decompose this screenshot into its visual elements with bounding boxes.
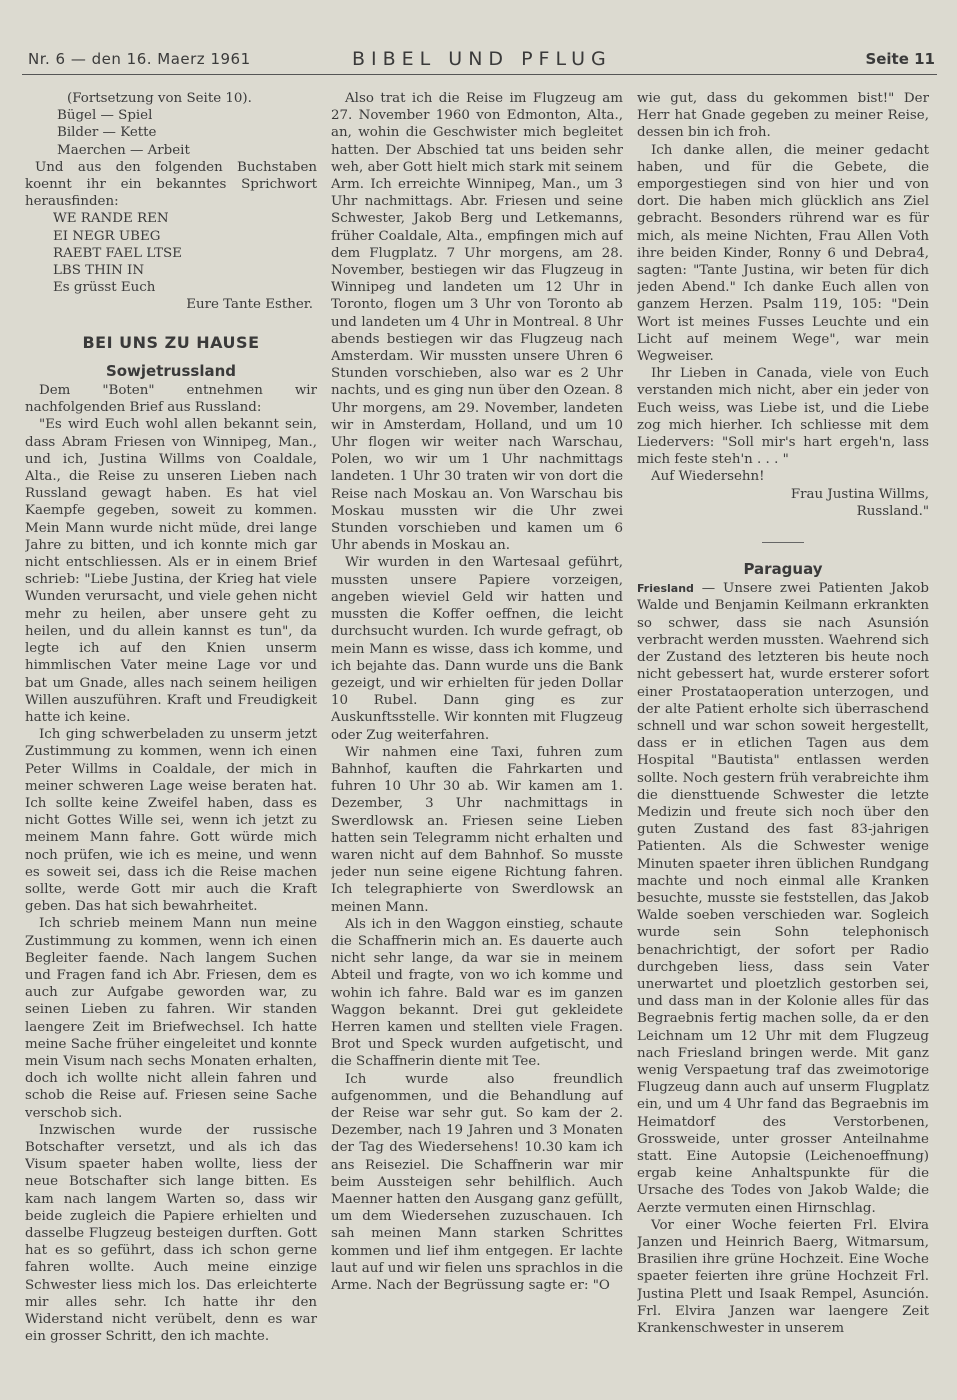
signature-location: Russland." [856, 503, 929, 519]
article-paragraph [637, 580, 929, 1217]
page-number: Seite 11 [865, 50, 935, 68]
continuation-note: (Fortsetzung von Seite 10). [67, 91, 252, 106]
column-2 [331, 90, 623, 1390]
riddle-line: WE RANDE REN [53, 211, 169, 227]
publication-title: BIBEL UND PFLUG [352, 48, 612, 70]
column-1 [25, 90, 317, 1390]
article-paragraph: Ich danke allen, die meiner gedacht haben, und für die Gebete, die emporgestiegen sind von hier und von dort. Die haben mich glücklich ans Ziel gebracht. Besonders rührend war es für mich, als meine Nichten, Frau Allen Voth ihre beiden Kinder, Ronny 6 und Debra4, sagten: "Tante Justina, wir beten für dich jeden Abend." Ich danke Euch allen von ganzem Herzen. Psalm 119, 105: "Dein Wort ist meines Fusses Leuchte und ein Licht auf meinem Wege", war mein Wegweiser. [637, 142, 929, 365]
article-paragraph: Inzwischen wurde der russische Botschafter versetzt, und als ich das Visum spaeter haben wollte, liess der neue Botschafter sich lange bitten. Es kam nach langem Warten so, dass wir beide zugleich die Papiere erhielten und dasselbe Flugzeug besteigen durften. Gott hat es so geführt, dass ich schon gerne fahren wollte. Auch meine einzige Schwester liess mich los. Das erleichterte mir alles sehr. Ich hatte ihr den Widerstand nicht verübelt, denn es war ein grosser Schritt, den ich machte. [25, 1122, 317, 1345]
riddle-pair: Bügel — Spiel [57, 108, 153, 124]
article-paragraph: wie gut, dass du gekommen bist!" Der Herr hat Gnade gegeben zu meiner Reise, dessen bin ich froh. [637, 91, 929, 141]
riddle-line: LBS THIN IN [53, 263, 145, 279]
section-title: BEI UNS ZU HAUSE [82, 332, 260, 352]
divider [762, 542, 804, 543]
signature-willms: Frau Justina Willms, [790, 486, 929, 502]
article-paragraph: Wir wurden in den Wartesaal geführt, mussten unsere Papiere vorzeigen, angeben wieviel Geld wir hatten und mussten die Koffer oeffnen, die leicht durchsucht wurden. Ich wurde gefragt, ob mein Mann es wisse, dass ich komme, und ich bejahte das. Dann wurde uns die Bank gezeigt, und wir erhielten für jeden Dollar 10 Rubel. Dann ging es zur Auskunftsstelle. Wir konnten mit Flugzeug oder Zug weiterfahren. [331, 555, 623, 743]
paragraph-body: — Unsere zwei Patienten Jakob Walde und Benjamin Keilmann erkrankten so schwer, dass sie nach Asunsión verbracht werden mussten. Waehrend sich der Zustand des letzteren bis heute noch nicht gebessert hat, wurde ersterer sofort einer Prostataoperation unterzogen, und der alte Patient erholte sich überraschend schnell und war schon soweit hergestellt, dass er in etlichen Tagen aus dem Hospital "Bautista" entlassen werden sollte. Noch gestern früh verabreichte ihm die diensttuende Schwester die letzte Medizin und freute sich noch über den guten Zustand des fast 83-jahrigen Patienten. Als die Schwester wenige Minuten spaeter ihren üblichen Rundgang machte und noch einmal alle Kranken besuchte, musste sie feststellen, das Jakob Walde soeben verschieden war. Sogleich wurde sein Sohn telephonisch benachrichtigt, der sofort per Radio durchgeben liess, dass sein Vater unerwartet und ploetzlich gestorben sei, und dass man in der Kolonie alles für das Begraebnis fertig machen solle, da er den Leichnam um 12 Uhr mit dem Flugzeug nach Friesland bringen werde. Mit ganz wenig Verspaetung traf das zweimotorige Flugzeug dann auch auf unserm Flugplatz ein, und um 4 Uhr fand das Begraebnis im Heimatdorf des Verstorbenen, Grossweide, unter grosser Anteilnahme statt. Eine Autopsie (Leichenoeffnung) ergab keine Anhaltspunkte für die Ursache des Todes von Jakob Walde; die Aerzte vermuten einen Hirnschlag. [637, 581, 929, 1216]
article-paragraph: Also trat ich die Reise im Flugzeug am 27. November 1960 von Edmonton, Alta., an, wohin die Geschwister mich begleitet hatten. Der Abschied tat uns beiden sehr weh, aber Gott hielt mich stark mit seinem Arm. Ich erreichte Winnipeg, Man., um 3 Uhr nachmittags. Abr. Friesen und seine Schwester, Jakob Berg und Letkemanns, früher Coaldale, Alta., empfingen mich auf dem Flugplatz. 7 Uhr morgens, am 28. November, bestiegen wir das Flugzeug in Winnipeg und landeten um 12 Uhr in Toronto, flogen um 3 Uhr von Toronto ab und landeten um 4 Uhr in Montreal. 8 Uhr abends bestiegen wir das Flugzeug nach Amsterdam. Wir mussten unsere Uhren 6 Stunden vorschieben, also war es 2 Uhr nachts, und es ging nun über den Ozean. 8 Uhr morgens, am 29. November, landeten wir in Amsterdam, Holland, und um 10 Uhr flogen wir weiter nach Warschau, Polen, wo wir um 1 Uhr nachmittags landeten. 1 Uhr 30 traten wir von dort die Reise nach Moskau an. Von Warschau bis Moskau mussten wir die Uhr zwei Stunden vorschieben und kamen um 6 Uhr abends in Moskau an. [331, 91, 623, 554]
masthead [22, 44, 937, 75]
article-paragraph: Wir nahmen eine Taxi, fuhren zum Bahnhof, kauften die Fahrkarten und fuhren 10 Uhr 30 ab. Wir kamen am 1. Dezember, 3 Uhr nachmittags in Swerdlowsk an. Friesen seine Lieben hatten sein Telegramm nicht erhalten und waren nicht auf dem Bahnhof. So musste jeder nun seine eigene Richtung fahren. Ich telegraphierte von Swerdlowsk an meinen Mann. [331, 744, 623, 915]
article-paragraph: Ich schrieb meinem Mann nun meine Zustimmung zu kommen, wenn ich einen Begleiter faende. Nach langem Suchen und Fragen fand ich Abr. Friesen, dem es auch zur Aufgabe geworden war, zu seinen Lieben zu fahren. Wir standen laengere Zeit im Briefwechsel. Ich hatte meine Sache früher eingeleitet und konnte mein Visum nach sechs Monaten erhalten, doch ich wollte nicht allein fahren und schob die Reise auf. Friesen seine Sache verschob sich. [25, 916, 317, 1121]
location-label: Friesland [637, 582, 694, 596]
column-3 [637, 90, 929, 1390]
riddle-line: EI NEGR UBEG [53, 228, 161, 244]
riddle-line: RAEBT FAEL LTSE [53, 245, 182, 261]
article-paragraph: "Es wird Euch wohl allen bekannt sein, dass Abram Friesen von Winnipeg, Man., und ich, Justina Willms von Coaldale, Alta., die Reise zu unseren Lieben nach Russland gewagt haben. Es hat viel Kaempfe gegeben, soweit zu kommen. Mein Mann wurde nicht müde, drei lange Jahre zu bitten, und ich konnte mich gar nicht entschliessen. Als er in einem Brief schrieb: "Liebe Justina, der Krieg hat viele Wunden verursacht, und viele gehen nicht mehr zu heilen, aber unsere geht zu heilen, und du allein kannst es tun", da legte ich auf den Knien unserm himmlischen Vater meine Lage vor und bat um Gnade, alles nach seinem heiligen Willen auszuführen. Kraft und Freudigkeit hatte ich keine. [25, 417, 317, 725]
riddle-intro: Und aus den folgenden Buchstaben koennt ihr ein bekanntes Sprichwort herausfinden: [25, 159, 317, 210]
article-paragraph: Auf Wiedersehn! [651, 469, 765, 485]
riddle-pair: Maerchen — Arbeit [57, 142, 190, 158]
issue-date: Nr. 6 — den 16. Maerz 1961 [28, 50, 251, 68]
subsection-title: Sowjetrussland [105, 361, 237, 380]
article-paragraph: Ich wurde also freundlich aufgenommen, und die Behandlung auf der Reise war sehr gut. So kam der 2. Dezember, nach 19 Jahren und 3 Monaten der Tag des Wiedersehens! 10.30 kam ich ans Reiseziel. Die Schaffnerin war mir beim Aussteigen sehr behilflich. Auch Maenner hatten den Ausgang ganz gefüllt, um dem Wiedersehen zuzuschauen. Ich sah meinen Mann starken Schrittes kommen und lief ihm entgegen. Er lachte laut auf und wir fielen uns sprachlos in die Arme. Nach der Begrüssung sagte er: "O [331, 1071, 623, 1294]
greeting: Es grüsst Euch [53, 280, 156, 296]
article-paragraph: Ihr Lieben in Canada, viele von Euch verstanden mich nicht, aber ein jeder von Euch weiss, was Liebe ist, und die Liebe zog mich hierher. Ich schliesse mit dem Liedervers: "Soll mir's hart ergeh'n, lass mich feste steh'n . . . " [637, 366, 929, 468]
article-paragraph: Vor einer Woche feierten Frl. Elvira Janzen und Heinrich Baerg, Witmarsum, Brasilien ihre grüne Hochzeit. Eine Woche spaeter feierten ihre grüne Hochzeit Frl. Justina Plett und Isaak Rempel, Asunción. Frl. Elvira Janzen war laengere Zeit Krankenschwester in unserem [637, 1217, 929, 1337]
signature-esther: Eure Tante Esther. [186, 297, 313, 313]
section-title-paraguay: Paraguay [743, 560, 823, 579]
article-paragraph: Ich ging schwerbeladen zu unserm jetzt Zustimmung zu kommen, wenn ich einen Peter Willms in Coaldale, der mich in meiner schweren Lage weise beraten hat. Ich sollte keine Zweifel haben, dass es nicht Gottes Wille sei, wenn ich jetzt zu meinem Mann fahre. Gott würde mich noch prüfen, wie ich es meine, und wenn es soweit sei, dass ich die Reise machen sollte, werde Gott mir auch die Kraft geben. Das hat sich bewahrheitet. [25, 727, 317, 915]
article-paragraph: Als ich in den Waggon einstieg, schaute die Schaffnerin mich an. Es dauerte auch nicht sehr lange, da war sie in meinem Abteil und fragte, von wo ich komme und wohin ich fahre. Bald war es im ganzen Waggon bekannt. Drei gut gekleidete Herren kamen und stellten viele Fragen. Brot und Speck wurden aufgetischt, und die Schaffnerin diente mit Tee. [331, 916, 623, 1070]
article-paragraph: Dem "Boten" entnehmen wir nachfolgenden Brief aus Russland: [25, 383, 317, 416]
riddle-pair: Bilder — Kette [57, 125, 157, 141]
